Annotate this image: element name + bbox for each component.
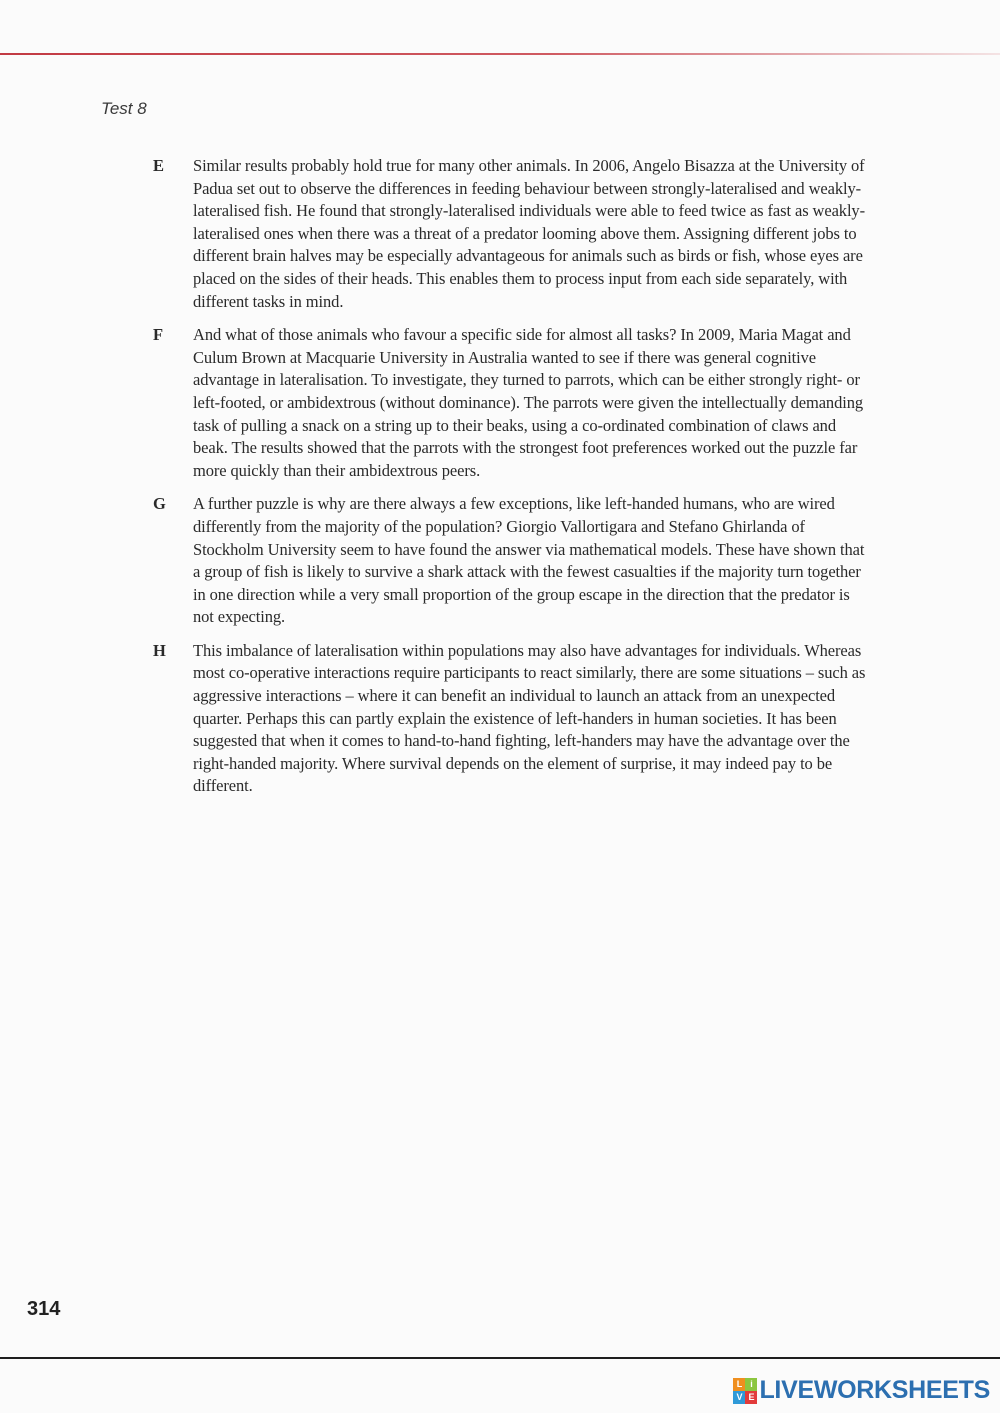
passage-section-f	[153, 324, 873, 482]
reading-passage	[153, 155, 873, 798]
logo-tile: V	[733, 1391, 745, 1404]
running-head: Test 8	[101, 99, 147, 118]
section-letter: H	[153, 640, 166, 660]
section-paragraph: And what of those animals who favour a specific side for almost all tasks? In 2009, Maria Magat and Culum Brown at Macquarie University in Australia wanted to see if there was general cognitive advantage in lateralisation. To investigate, they turned to parrots, which can be either strongly right- or left-footed, or ambidextrous (without dominance). The parrots were given the intellectually demanding task of pulling a snack on a string up to their beaks, using a co-ordinated combination of claws and beak. The results showed that the parrots with the strongest foot preferences worked out the puzzle far more quickly than their ambidextrous peers.	[193, 325, 864, 480]
logo-tile: E	[745, 1391, 757, 1404]
page-number: 314	[27, 1298, 61, 1320]
passage-section-h	[153, 640, 873, 798]
liveworksheets-brand	[733, 1376, 990, 1405]
logo-tile: L	[733, 1378, 745, 1391]
logo-tile: i	[745, 1378, 757, 1391]
section-paragraph: This imbalance of lateralisation within populations may also have advantages for individuals. Whereas most co-operative interactions require participants to react similarly, there are some situations – such as aggressive interactions – where it can benefit an individual to launch an attack from an unexpected quarter. Perhaps this can partly explain the existence of left-handers in human societies. It has been suggested that when it comes to hand-to-hand fighting, left-handers may have the advantage over the right-handed majority. Where survival depends on the element of surprise, it may indeed pay to be different.	[193, 640, 866, 796]
section-letter: G	[153, 494, 166, 514]
passage-section-g	[153, 493, 873, 629]
liveworksheets-logo-icon	[733, 1378, 757, 1404]
section-letter: E	[153, 156, 165, 175]
section-paragraph: A further puzzle is why are there always a few exceptions, like left-handed humans, who are wired differently from the majority of the population? Giorgio Vallortigara and Stefano Ghirlanda of Stockholm University seem to have found the answer via mathematical models. These have shown that a group of fish is likely to survive a shark attack with the fewest casualties if the majority turn together in one direction while a very small proportion of the group escape in the direction that the predator is not expecting.	[193, 494, 865, 627]
passage-section-e	[153, 155, 873, 313]
section-paragraph: Similar results probably hold true for many other animals. In 2006, Angelo Bisazza at the University of Padua set out to observe the differences in feeding behaviour between strongly-lateralised and weakly-lateralised fish. He found that strongly-lateralised individuals were able to feed twice as fast as weakly-lateralised ones when there was a threat of a predator looming above them. Assigning different jobs to different brain halves may be especially advantageous for animals such as birds or fish, whose eyes are placed on the sides of their heads. This enables them to process input from each side separately, with different tasks in mind.	[193, 156, 865, 311]
bottom-rule	[0, 1357, 1000, 1359]
section-letter: F	[153, 325, 164, 345]
top-rule	[0, 53, 1000, 55]
brand-name: LIVEWORKSHEETS	[759, 1376, 990, 1404]
